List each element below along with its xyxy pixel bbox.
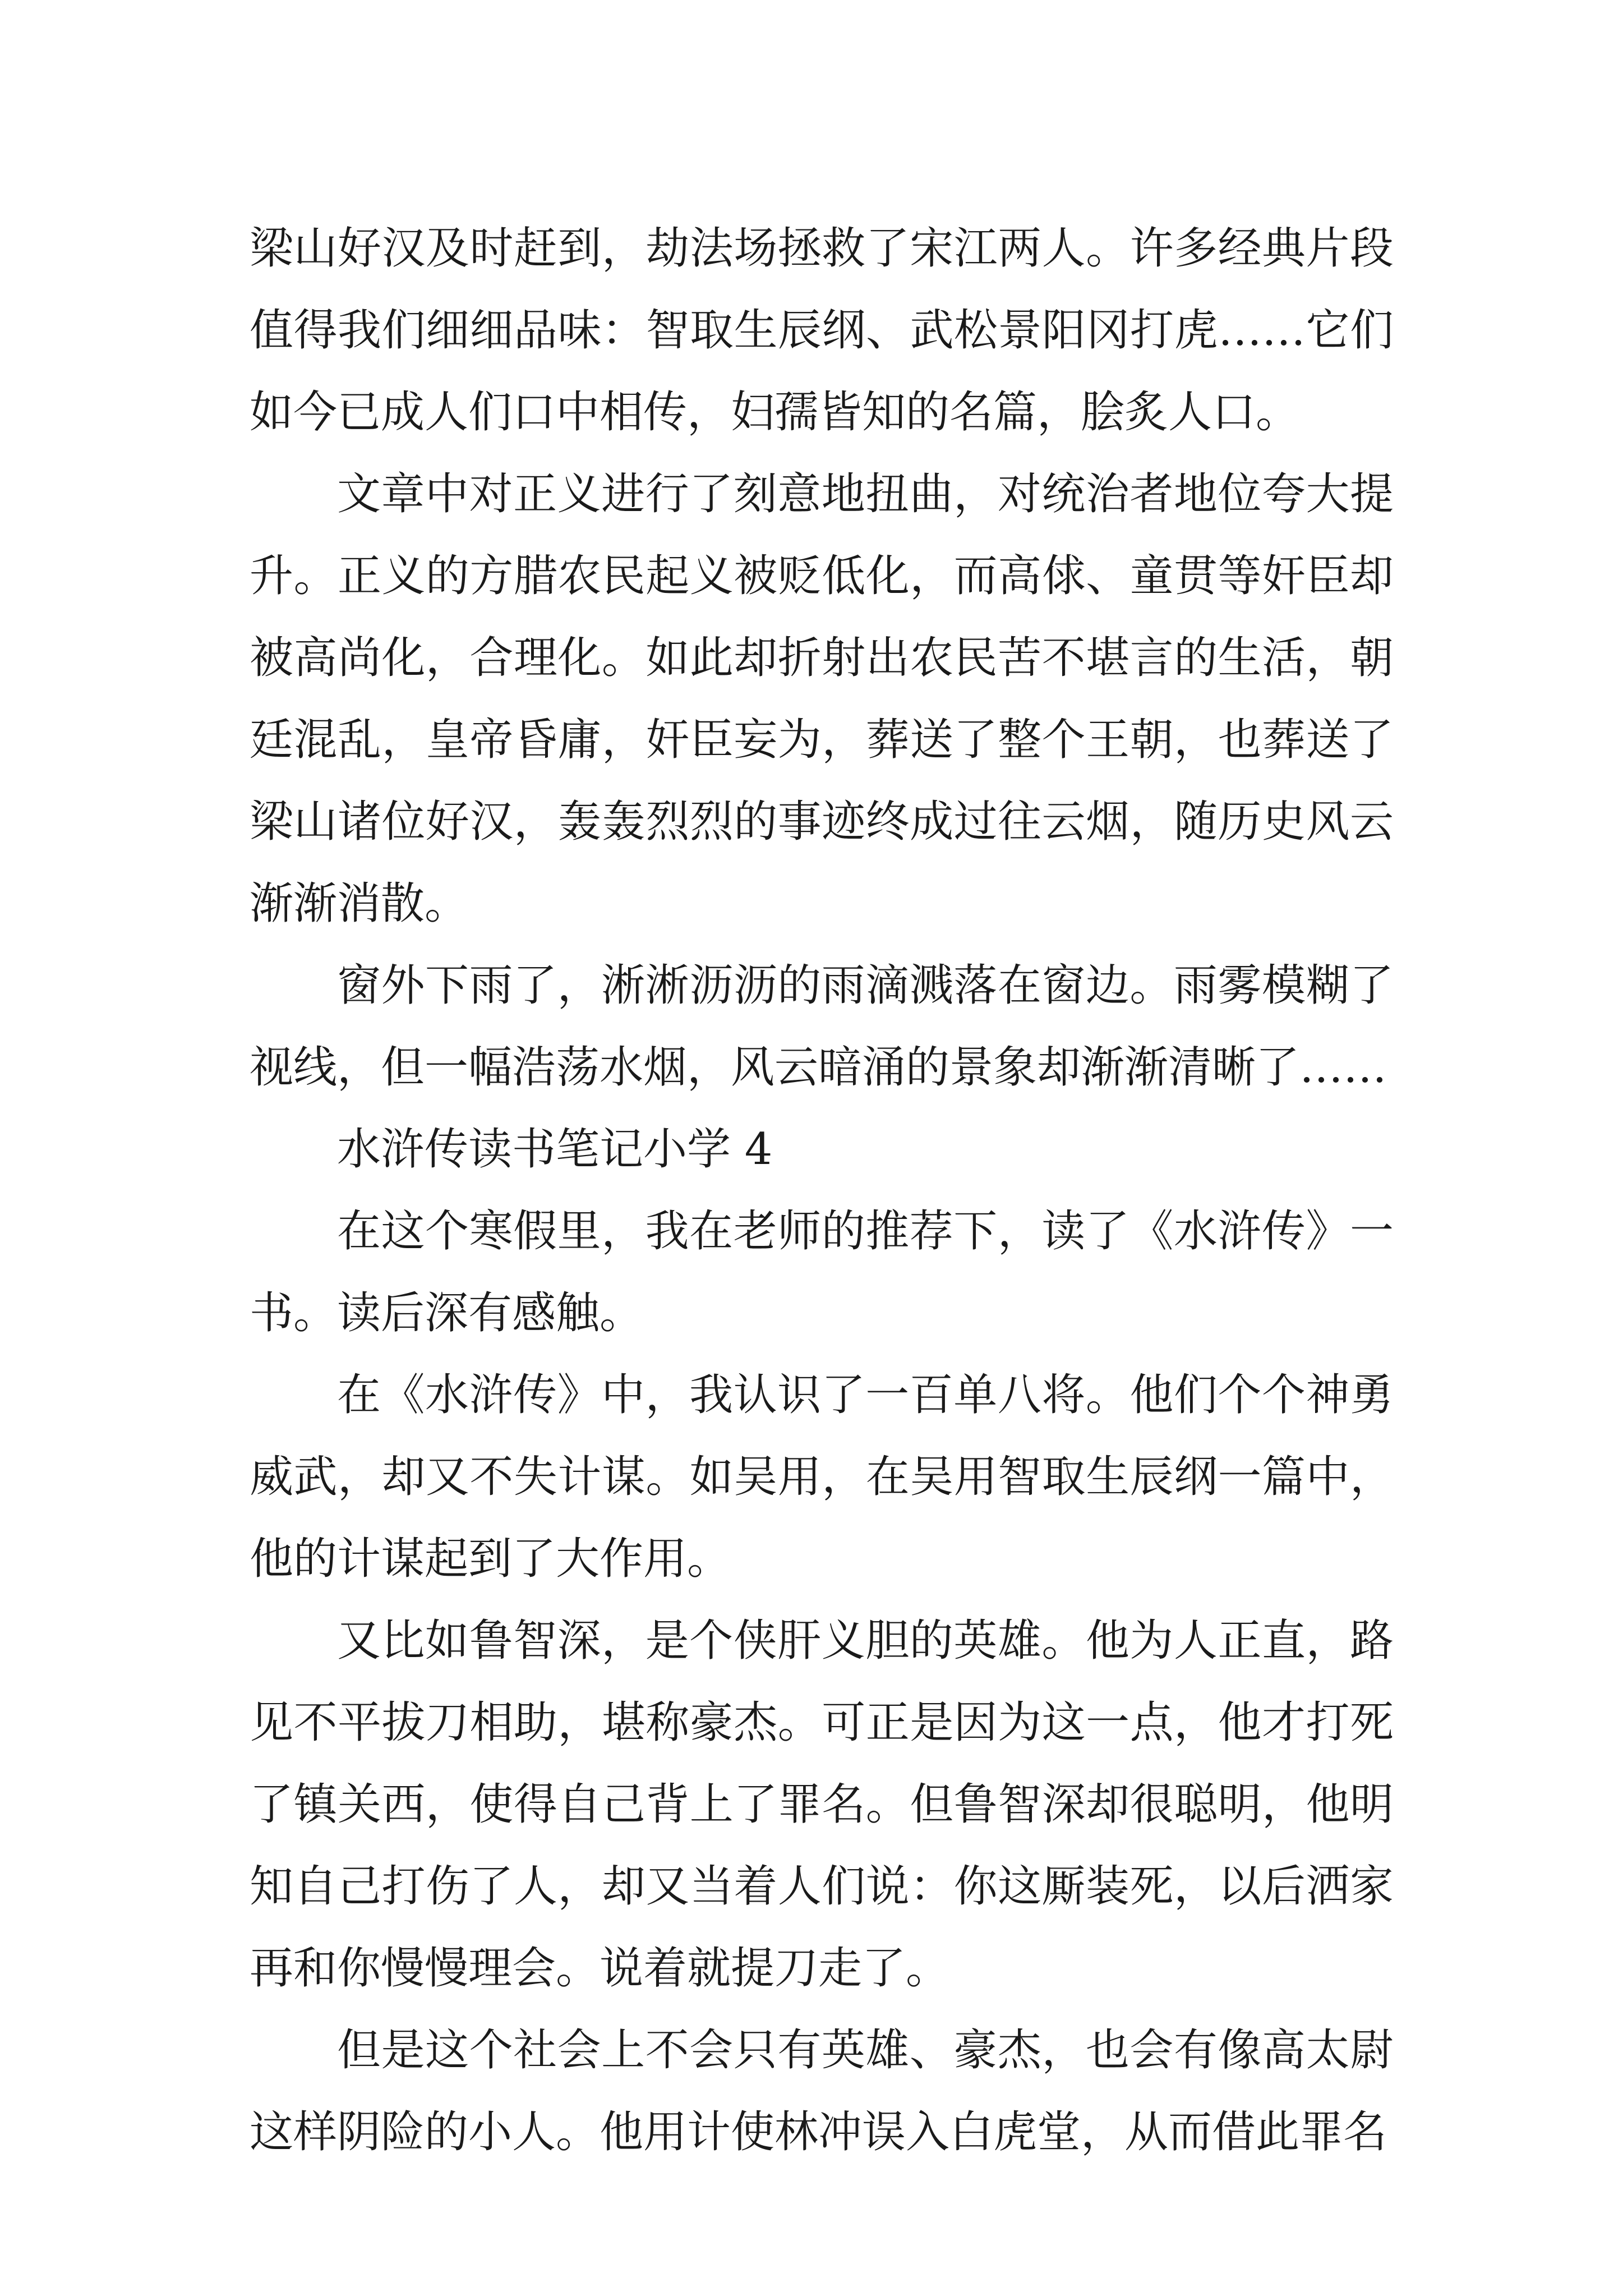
document-body (250, 208, 1394, 2173)
section-heading: 水浒传读书笔记小学 4 (337, 1124, 773, 1175)
paragraph-gao-qiu: 但是这个社会上不会只有英雄、豪杰，也会有像高太尉这样阴险的小人。他用计使林冲误入白虎堂，从而借此罪名 (250, 2025, 1394, 2157)
paragraph-justice-analysis: 文章中对正义进行了刻意地扭曲，对统治者地位夸大提升。正义的方腊农民起义被贬低化，而高俅、童贯等奸臣却被高尚化，合理化。如此却折射出农民苦不堪言的生活，朝廷混乱，皇帝昏庸，奸臣妄为，葬送了整个王朝，也葬送了梁山诸位好汉，轰轰烈烈的事迹终成过往云烟，随历史风云渐渐消散。 (250, 469, 1394, 929)
paragraph-continued: 梁山好汉及时赶到，劫法场拯救了宋江两人。许多经典片段值得我们细细品味：智取生辰纲、武松景阳冈打虎……它们如今已成人们口中相传，妇孺皆知的名篇，脍炙人口。 (250, 223, 1394, 438)
paragraph-108-heroes: 在《水浒传》中，我认识了一百单八将。他们个个神勇威武，却又不失计谋。如吴用，在吴用智取生辰纲一篇中，他的计谋起到了大作用。 (250, 1370, 1394, 1584)
paragraph-winter-break: 在这个寒假里，我在老师的推荐下，读了《水浒传》一书。读后深有感触。 (250, 1206, 1394, 1338)
paragraph-lu-zhishen: 又比如鲁智深，是个侠肝义胆的英雄。他为人正直，路见不平拔刀相助，堪称豪杰。可正是因为这一点，他才打死了镇关西，使得自己背上了罪名。但鲁智深却很聪明，他明知自己打伤了人，却又当着人们说：你这厮装死，以后洒家再和你慢慢理会。说着就提刀走了。 (250, 1616, 1394, 1994)
paragraph-rain-closing: 窗外下雨了，淅淅沥沥的雨滴溅落在窗边。雨雾模糊了视线，但一幅浩荡水烟，风云暗涌的景象却渐渐清晰了…… (250, 960, 1394, 1093)
